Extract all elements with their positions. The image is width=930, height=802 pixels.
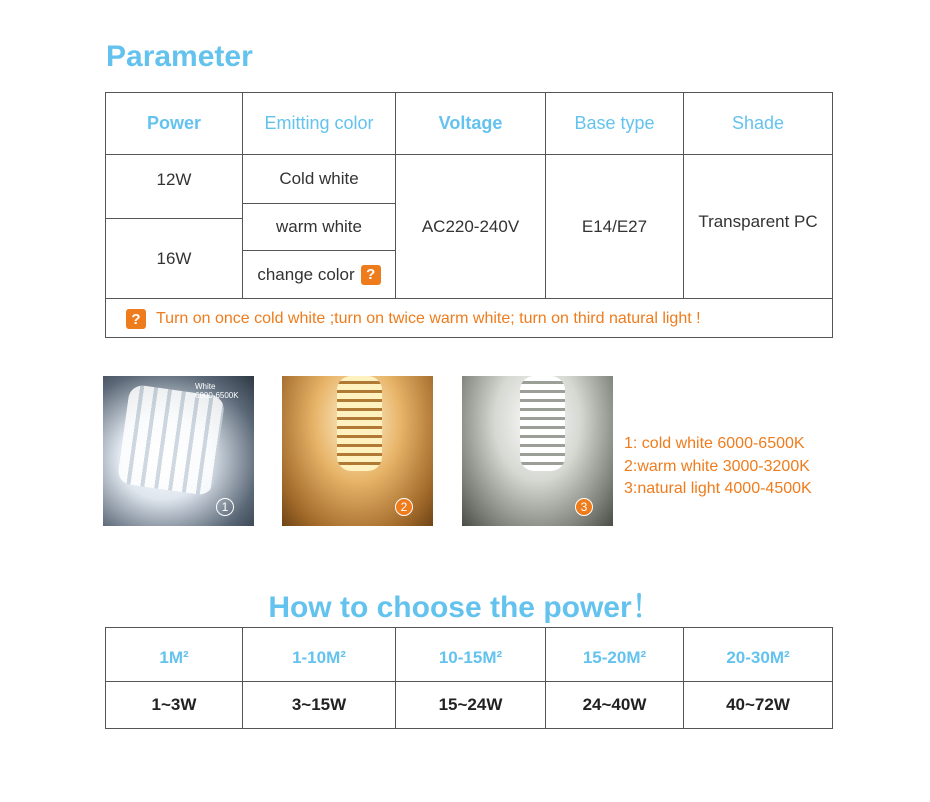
header-emitting-color: Emitting color [264, 113, 374, 133]
change-color-label: change color [257, 264, 355, 284]
area-cell: 15-20M² [582, 648, 647, 667]
legend-warm: 2:warm white 3000-3200K [624, 458, 810, 475]
area-cell: 10-15M² [438, 648, 503, 667]
watt-cell: 15~24W [438, 695, 503, 714]
shade-value: Transparent PC [698, 211, 818, 231]
watt-cell: 3~15W [291, 695, 347, 714]
voltage-value: AC220-240V [421, 216, 520, 236]
base-type-value: E14/E27 [581, 216, 648, 236]
photo-natural-light [462, 376, 613, 526]
area-cell: 20-30M² [726, 648, 790, 667]
question-icon: ? [126, 309, 146, 329]
power-title: How to choose the power！ [268, 591, 662, 624]
header-base-type: Base type [574, 113, 655, 133]
parameter-title: Parameter [106, 40, 253, 73]
area-cell: 1-10M² [292, 648, 346, 667]
legend-natural: 3:natural light 4000-4500K [624, 480, 812, 497]
power-16w: 16W [156, 248, 192, 268]
question-icon: ? [361, 265, 381, 285]
number-badge: 2 [395, 498, 413, 516]
power-table [105, 627, 833, 729]
color-change-color [243, 251, 395, 298]
header-voltage: Voltage [438, 113, 503, 133]
power-12w: 12W [156, 170, 192, 189]
watt-cell: 24~40W [582, 695, 647, 714]
photo-cold-white [103, 376, 254, 526]
parameter-table [105, 92, 833, 338]
watt-cell: 40~72W [726, 695, 790, 714]
color-warm-white: warm white [276, 217, 362, 236]
bulb-image [520, 376, 565, 471]
color-cold-white: Cold white [279, 169, 359, 188]
photo-warm-white [282, 376, 433, 526]
note-text: Turn on once cold white ;turn on twice warm white; turn on third natural light ! [156, 310, 701, 327]
bulb-image [337, 376, 382, 471]
number-badge: 3 [575, 498, 593, 516]
legend-cold: 1: cold white 6000-6500K [624, 435, 805, 452]
photo-caption: White 6000-6500K [195, 382, 239, 400]
area-cell: 1M² [159, 648, 189, 667]
watt-cell: 1~3W [151, 695, 197, 714]
function-note [126, 305, 701, 333]
header-power: Power [146, 113, 202, 133]
bulb-image [117, 384, 226, 496]
number-badge: 1 [216, 498, 234, 516]
header-shade: Shade [731, 113, 785, 133]
